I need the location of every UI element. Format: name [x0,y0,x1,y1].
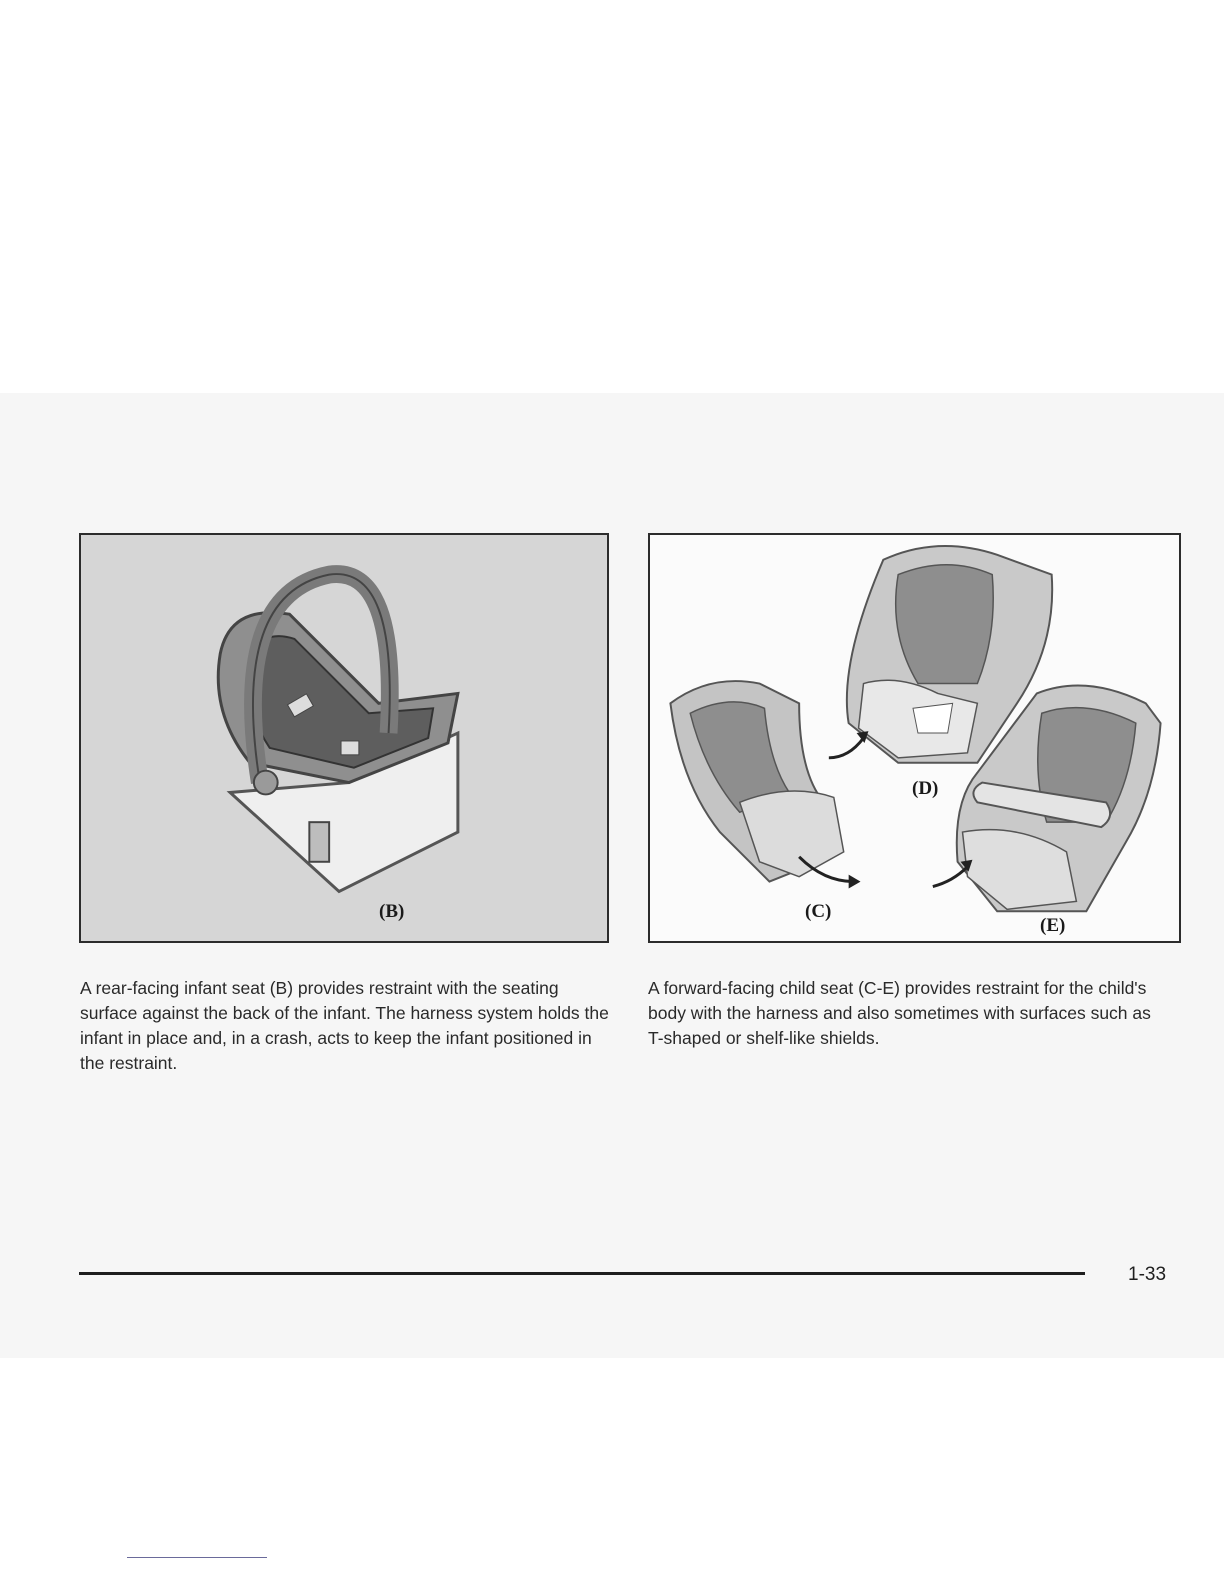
caption-infant-seat: A rear-facing infant seat (B) provides restraint with the seating surface against the back of the infant. The harness system holds the infant in place and, in a crash, acts to keep the infant positioned in the restraint. [80,978,609,1073]
page-number: 1-33 [1128,1264,1167,1285]
figure-label-b: (B) [379,901,405,922]
child-seats-illustration [650,535,1179,941]
figure-infant-seat [79,533,609,943]
figure-label-c: (C) [805,901,832,922]
figure-child-seats [648,533,1181,943]
infant-seat-illustration [81,535,607,941]
bottom-underline [127,1557,267,1558]
figure-label-d: (D) [912,778,939,799]
figure-label-e: (E) [1040,915,1066,936]
caption-child-seat: A forward-facing child seat (C-E) provides restraint for the child's body with the harness and also sometimes with surfaces such as T-shaped or shelf-like shields. [648,978,1151,1048]
footer-divider [79,1272,1085,1275]
